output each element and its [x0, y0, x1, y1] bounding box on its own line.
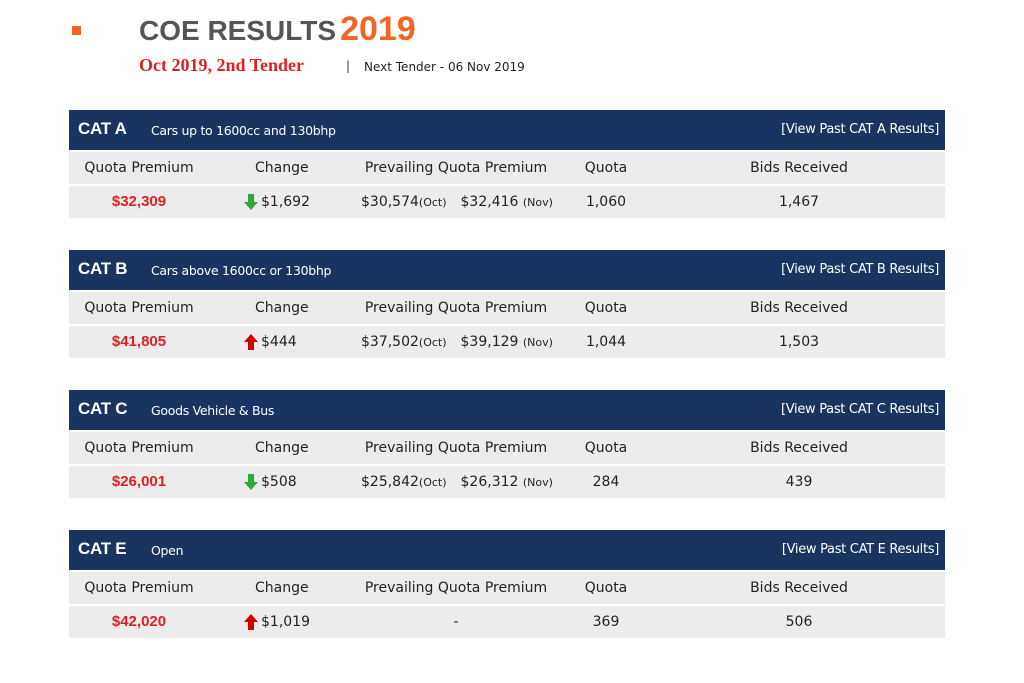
col-quota-label: Quota — [584, 160, 628, 176]
pqp-oct-value: $25,842 — [361, 474, 419, 490]
category-description: Cars up to 1600cc and 130bhp — [151, 123, 336, 138]
column-header-row — [69, 292, 945, 324]
col-bids-label: Bids Received — [750, 160, 848, 176]
col-quota-premium-label: Quota Premium — [84, 440, 194, 456]
view-past-results-link[interactable]: [View Past CAT B Results] — [781, 262, 939, 277]
bids-value: 506 — [785, 614, 813, 630]
col-change-label: Change — [255, 440, 309, 456]
col-prevailing-label: Prevailing Quota Premium — [364, 160, 548, 176]
pqp-nov-label: (Nov) — [522, 336, 553, 349]
title-bullet-icon — [72, 26, 81, 35]
pqp-oct-value: $30,574 — [361, 194, 419, 210]
category-block-cat-b — [69, 250, 945, 358]
prevailing-cell — [361, 466, 551, 498]
category-description: Open — [151, 543, 184, 558]
pqp-nov-value: $32,416 — [460, 194, 519, 210]
category-block-cat-c — [69, 390, 945, 498]
prevailing-values — [361, 466, 553, 499]
category-code: CAT C — [78, 399, 128, 418]
up-arrow-icon — [244, 614, 258, 630]
pqp-none: - — [453, 614, 459, 630]
category-description: Goods Vehicle & Bus — [151, 403, 275, 418]
page-title-text: COE RESULTS — [139, 15, 337, 46]
col-change-label: Change — [255, 580, 309, 596]
quota-value: 284 — [592, 474, 620, 490]
prevailing-cell — [361, 326, 551, 358]
quota-value: 1,044 — [585, 334, 627, 350]
prevailing-values — [361, 186, 553, 219]
col-quota-premium-label: Quota Premium — [84, 580, 194, 596]
column-header-row — [69, 152, 945, 184]
view-past-results-link[interactable]: [View Past CAT E Results] — [781, 542, 939, 557]
pqp-oct-label: (Oct) — [418, 336, 447, 349]
category-header — [69, 530, 945, 570]
quota-premium-value: $41,805 — [111, 333, 167, 350]
category-header — [69, 250, 945, 290]
prevailing-values — [453, 606, 458, 639]
category-code: CAT A — [78, 119, 127, 138]
change-cell — [244, 466, 314, 498]
column-header-row — [69, 432, 945, 464]
tender-subtitle: Oct 2019, 2nd Tender — [139, 55, 305, 75]
change-value: $1,692 — [261, 194, 310, 210]
category-header — [69, 390, 945, 430]
results-row — [69, 186, 945, 218]
col-quota-premium-label: Quota Premium — [84, 300, 194, 316]
category-description: Cars above 1600cc or 130bhp — [151, 263, 332, 278]
column-header-row — [69, 572, 945, 604]
header-separator: | — [346, 59, 351, 73]
category-header — [69, 110, 945, 150]
pqp-oct-label: (Oct) — [418, 476, 447, 489]
category-code: CAT B — [78, 259, 128, 278]
change-cell — [244, 186, 314, 218]
pqp-nov-label: (Nov) — [522, 196, 553, 209]
col-quota-label: Quota — [584, 580, 628, 596]
pqp-nov-value: $26,312 — [460, 474, 519, 490]
bids-value: 1,503 — [778, 334, 820, 350]
category-block-cat-a — [69, 110, 945, 218]
change-value: $444 — [261, 334, 297, 350]
col-change-label: Change — [255, 160, 309, 176]
quota-value: 369 — [592, 614, 620, 630]
change-value: $1,019 — [261, 614, 310, 630]
col-change-label: Change — [255, 300, 309, 316]
pqp-oct-value: $37,502 — [361, 334, 419, 350]
results-row — [69, 466, 945, 498]
quota-value: 1,060 — [585, 194, 627, 210]
results-row — [69, 326, 945, 358]
col-quota-label: Quota — [584, 440, 628, 456]
view-past-results-link[interactable]: [View Past CAT A Results] — [781, 122, 939, 137]
col-prevailing-label: Prevailing Quota Premium — [364, 580, 548, 596]
next-tender-text: Next Tender - 06 Nov 2019 — [364, 60, 525, 74]
col-quota-premium-label: Quota Premium — [84, 160, 194, 176]
col-bids-label: Bids Received — [750, 300, 848, 316]
change-value: $508 — [261, 474, 297, 490]
page-title — [139, 10, 416, 49]
bids-value: 439 — [785, 474, 813, 490]
up-arrow-icon — [244, 334, 258, 350]
quota-premium-value: $42,020 — [111, 613, 167, 630]
prevailing-values — [361, 326, 553, 359]
category-block-cat-e — [69, 530, 945, 638]
change-cell — [244, 606, 314, 638]
pqp-nov-value: $39,129 — [460, 334, 519, 350]
category-code: CAT E — [78, 539, 127, 558]
quota-premium-value: $32,309 — [111, 193, 167, 210]
prevailing-cell — [361, 186, 551, 218]
quota-premium-value: $26,001 — [111, 473, 167, 490]
bids-value: 1,467 — [778, 194, 820, 210]
col-prevailing-label: Prevailing Quota Premium — [364, 440, 548, 456]
col-prevailing-label: Prevailing Quota Premium — [364, 300, 548, 316]
pqp-oct-label: (Oct) — [418, 196, 447, 209]
page-title-year: 2019 — [340, 10, 416, 48]
down-arrow-icon — [244, 474, 258, 490]
down-arrow-icon — [244, 194, 258, 210]
results-row — [69, 606, 945, 638]
prevailing-cell — [361, 606, 551, 638]
view-past-results-link[interactable]: [View Past CAT C Results] — [780, 402, 939, 417]
col-quota-label: Quota — [584, 300, 628, 316]
pqp-nov-label: (Nov) — [522, 476, 553, 489]
change-cell — [244, 326, 314, 358]
col-bids-label: Bids Received — [750, 440, 848, 456]
col-bids-label: Bids Received — [750, 580, 848, 596]
